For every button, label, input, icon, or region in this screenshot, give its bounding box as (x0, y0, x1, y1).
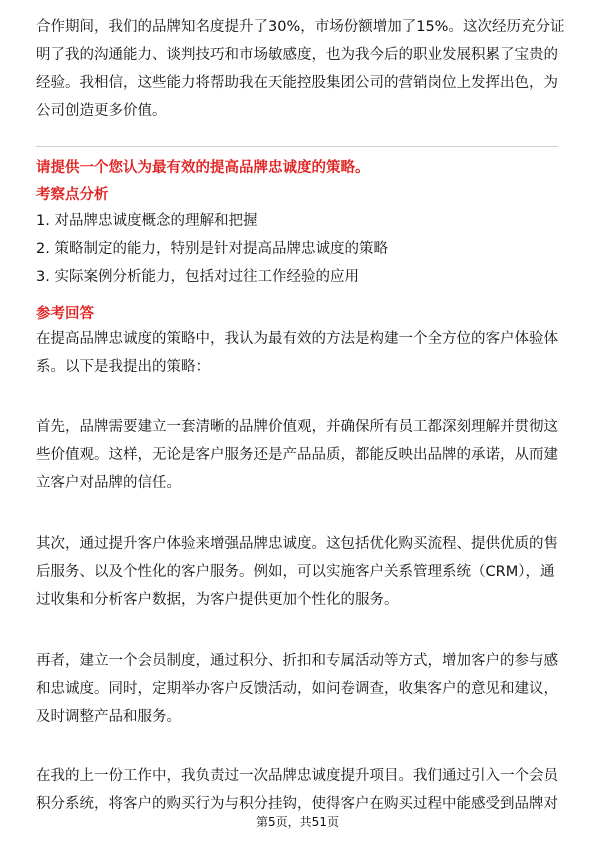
analysis-item-2: 2. 策略制定的能力，特别是针对提高品牌忠诚度的策略 (36, 241, 388, 257)
answer-paragraph-3 (36, 530, 560, 614)
analysis-item-1: 1. 对品牌忠诚度概念的理解和把握 (36, 213, 258, 229)
text-line: 首先，品牌需要建立一套清晰的品牌价值观，并确保所有员工都深刻理解并贯彻这 (36, 419, 558, 435)
text-line: 些价值观。这样，无论是客户服务还是产品品质，都能反映出品牌的承诺，从而建 (36, 447, 558, 463)
page-number: 第5页，共51页 (256, 815, 339, 829)
text-line: 公司创造更多价值。 (36, 103, 167, 119)
text-line: 及时调整产品和服务。 (36, 709, 181, 725)
text-line: 其次，通过提升客户体验来增强品牌忠诚度。这包括优化购买流程、提供优质的售 (36, 536, 558, 552)
answer-paragraph-2 (36, 413, 560, 497)
answer-paragraph-1 (36, 325, 560, 381)
text-line: 合作期间，我们的品牌知名度提升了30%，市场份额增加了15%。这次经历充分证 (36, 19, 565, 35)
text-line: 和忠诚度。同时，定期举办客户反馈活动，如问卷调查，收集客户的意见和建议， (36, 681, 558, 697)
text-line: 在提高品牌忠诚度的策略中，我认为最有效的方法是构建一个全方位的客户体验体 (36, 331, 558, 347)
text-line: 明了我的沟通能力、谈判技巧和市场敏感度，也为我今后的职业发展积累了宝贵的 (36, 47, 558, 63)
text-line: 经验。我相信，这些能力将帮助我在天能控股集团公司的营销岗位上发挥出色，为 (36, 75, 558, 91)
analysis-heading: 考察点分析 (36, 187, 109, 203)
question-heading: 请提供一个您认为最有效的提高品牌忠诚度的策略。 (36, 160, 370, 176)
answer-paragraph-4 (36, 647, 560, 731)
text-line: 积分系统，将客户的购买行为与积分挂钩，使得客户在购买过程中能感受到品牌对 (36, 796, 558, 812)
answer-paragraph-5 (36, 762, 560, 818)
text-line: 在我的上一份工作中，我负责过一次品牌忠诚度提升项目。我们通过引入一个会员 (36, 768, 558, 784)
section-divider (36, 146, 558, 147)
text-line: 后服务、以及个性化的客户服务。例如，可以实施客户关系管理系统（CRM），通 (36, 564, 555, 580)
text-line: 系。以下是我提出的策略： (36, 359, 210, 375)
answer-heading: 参考回答 (36, 306, 94, 322)
text-line: 立客户对品牌的信任。 (36, 475, 181, 491)
text-line: 再者，建立一个会员制度，通过积分、折扣和专属活动等方式，增加客户的参与感 (36, 653, 558, 669)
text-line: 过收集和分析客户数据，为客户提供更加个性化的服务。 (36, 592, 399, 608)
intro-paragraph (36, 13, 565, 125)
analysis-item-3: 3. 实际案例分析能力，包括对过往工作经验的应用 (36, 269, 359, 285)
